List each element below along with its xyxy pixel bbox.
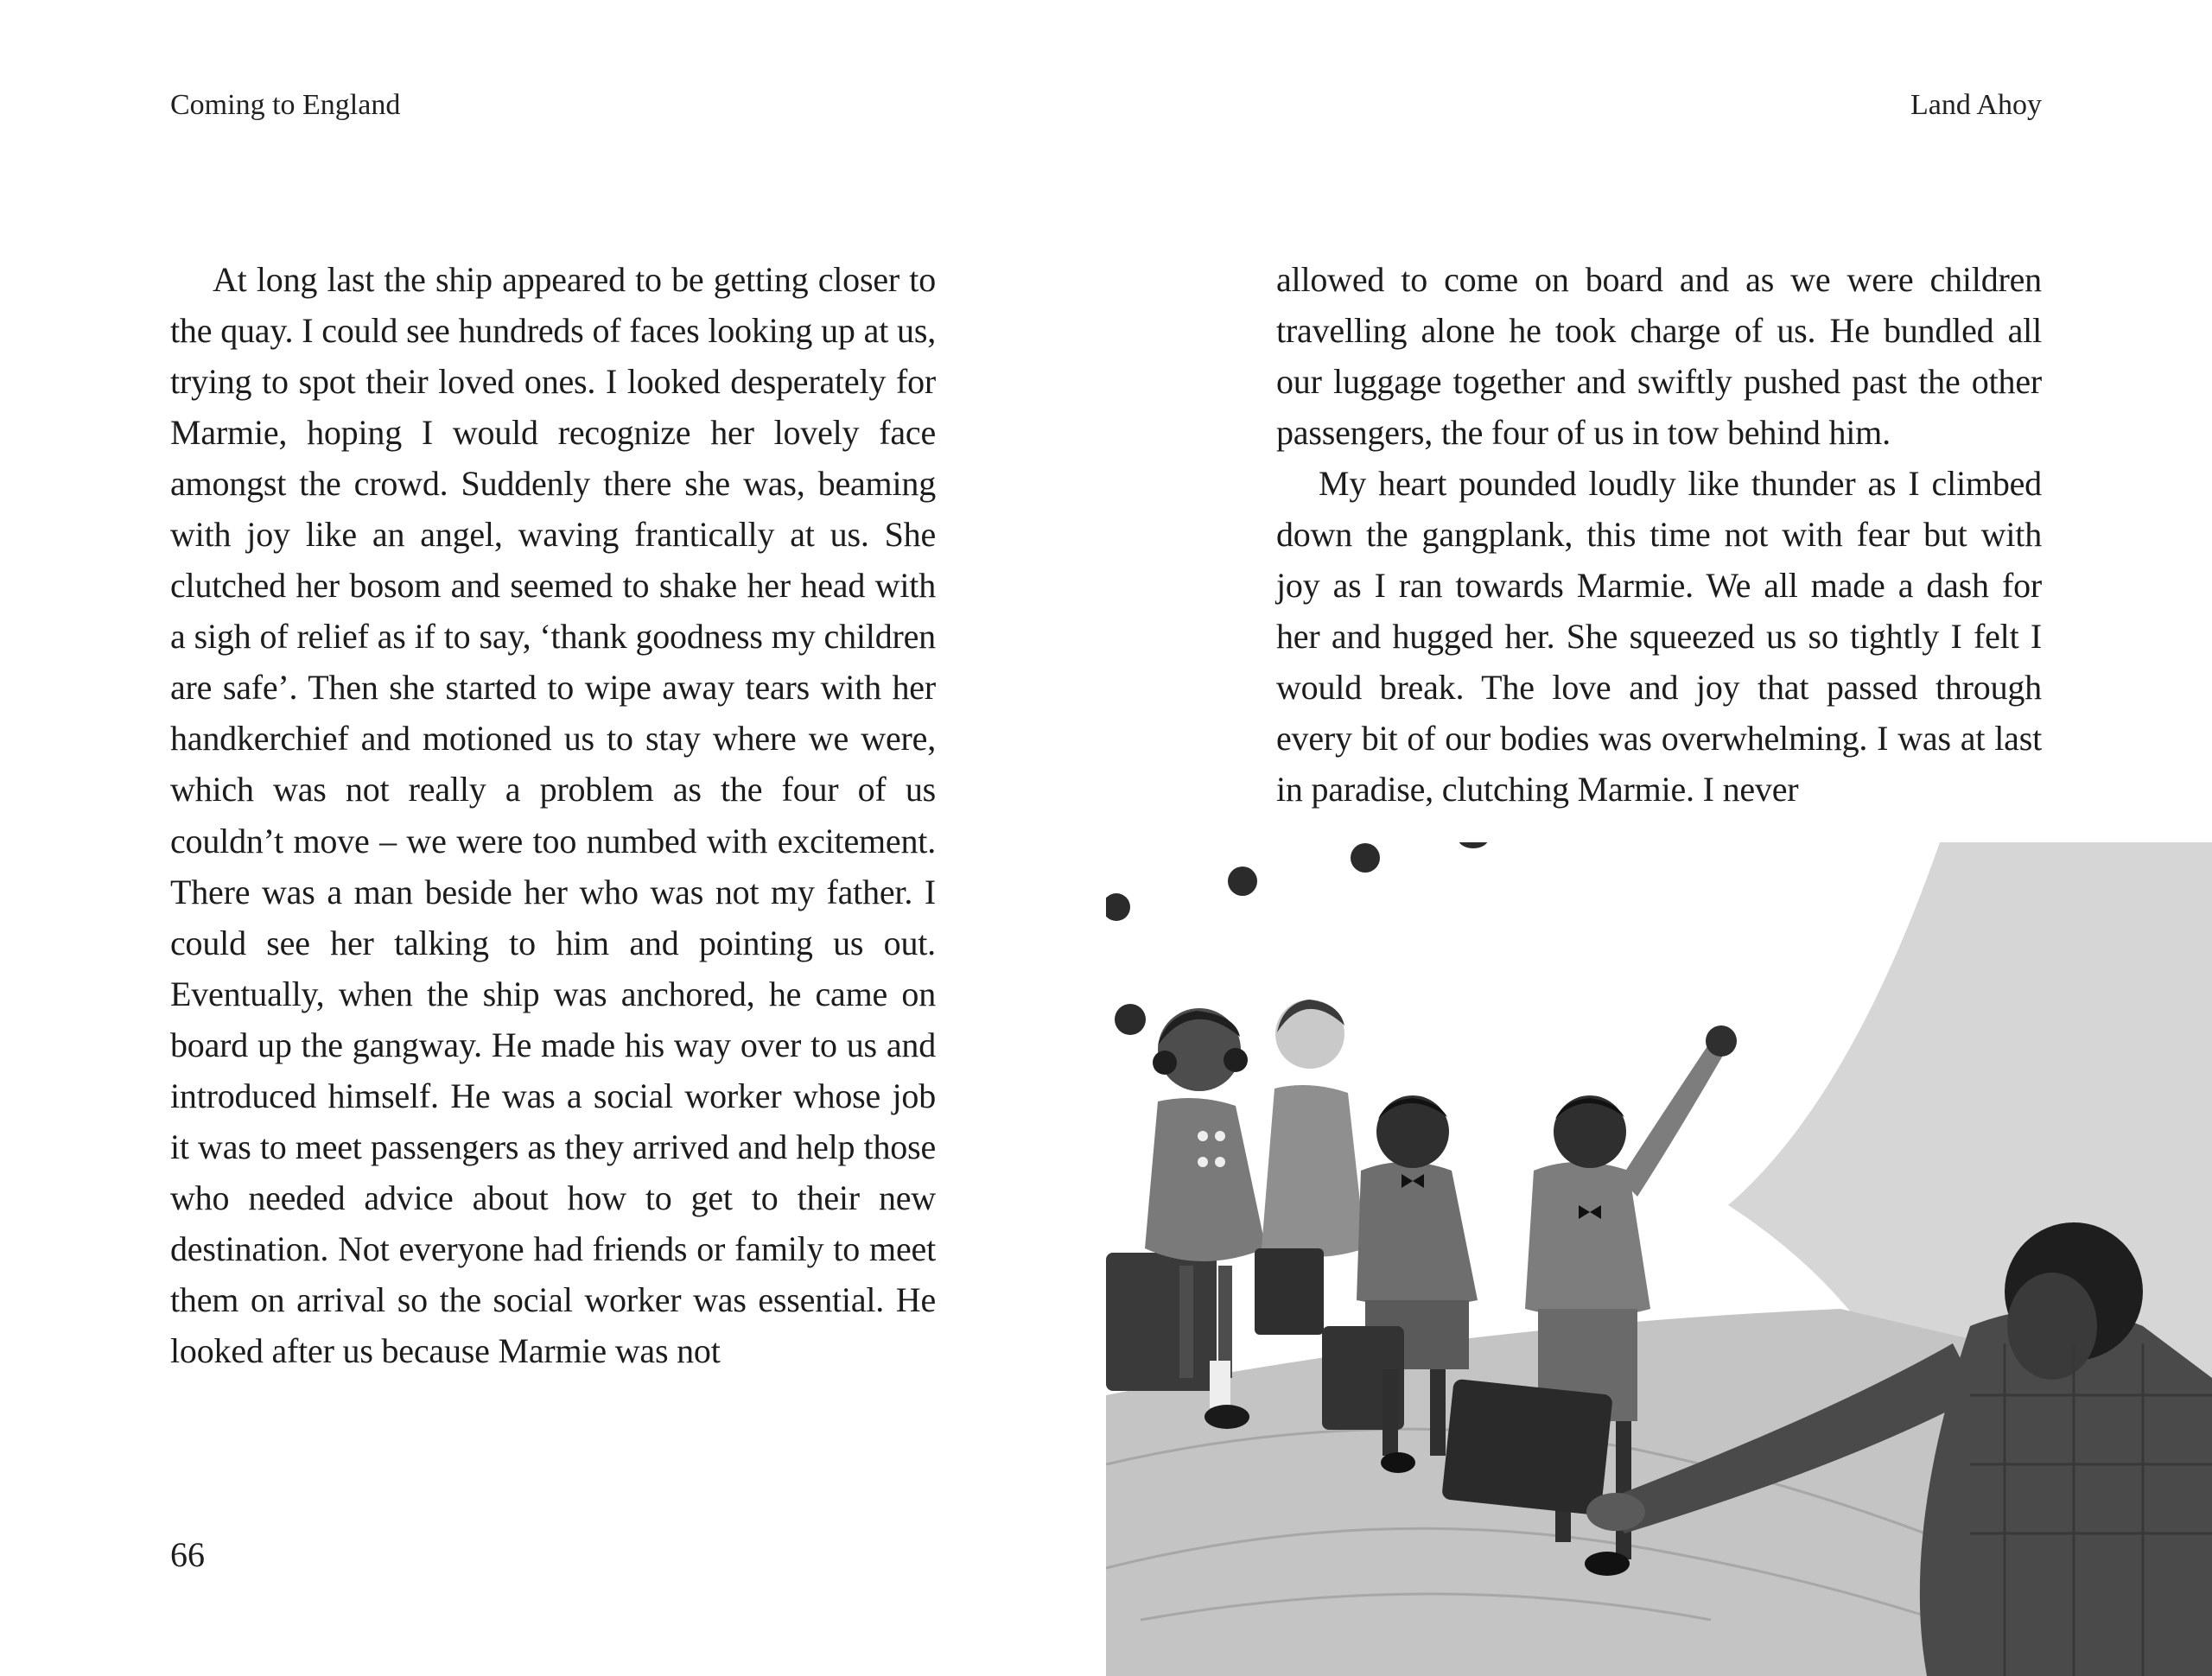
dot-decoration — [1115, 1004, 1146, 1035]
running-head-right: Land Ahoy — [1910, 89, 2042, 121]
illustration-children-reunion — [1106, 842, 2212, 1676]
paragraph-continued: allowed to come on board and as we were children travelling alone he took charge of us. He bundled all our luggage together and swiftly pushed past the other passengers, the four of us in tow behind him. — [1276, 260, 2042, 453]
left-body-text — [170, 254, 936, 1376]
paragraph: At long last the ship appeared to be getting closer to the quay. I could see hundreds of faces looking up at us, trying to spot their loved ones. I looked desperately for Marmie, hoping I would recognize her lovely face amongst the crowd. Suddenly there she was, beaming with joy like an angel, waving frantically at us. She clutched her bosom and seemed to shake her head with a sigh of relief as if to say, ‘thank goodness my children are safe’. Then she started to wipe away tears with her handkerchief and motioned us to stay where we were, which was not really a problem as the four of us couldn’t move – we were too numbed with excitement. There was a man beside her who was not my father. I could see her talking to him and pointing us out. Eventually, when the ship was anchored, he came on board up the gangway. He made his way over to us and introduced himself. He was a social worker whose job it was to meet passengers as they arrived and help those who needed advice about how to get to their new destination. Not everyone had friends or family to meet them on arrival so the social worker was essential. He looked after us because Marmie was not — [170, 260, 936, 1370]
dot-decoration — [1351, 843, 1380, 873]
paragraph: My heart pounded loudly like thunder as I climbed down the gangplank, this time not with fear but with joy as I ran towards Marmie. We all made a dash for her and hugged her. She squeezed us so tightly I felt I would break. The love and joy that passed through every bit of our bodies was overwhelming. I was at last in paradise, clutching Marmie. I never — [1276, 464, 2042, 809]
dot-decoration — [1228, 867, 1257, 896]
suitcase — [1441, 1379, 1613, 1516]
right-page — [1106, 0, 2212, 1676]
running-head-left: Coming to England — [170, 89, 401, 121]
page-number: 66 — [170, 1535, 205, 1574]
right-body-text — [1276, 254, 2042, 816]
